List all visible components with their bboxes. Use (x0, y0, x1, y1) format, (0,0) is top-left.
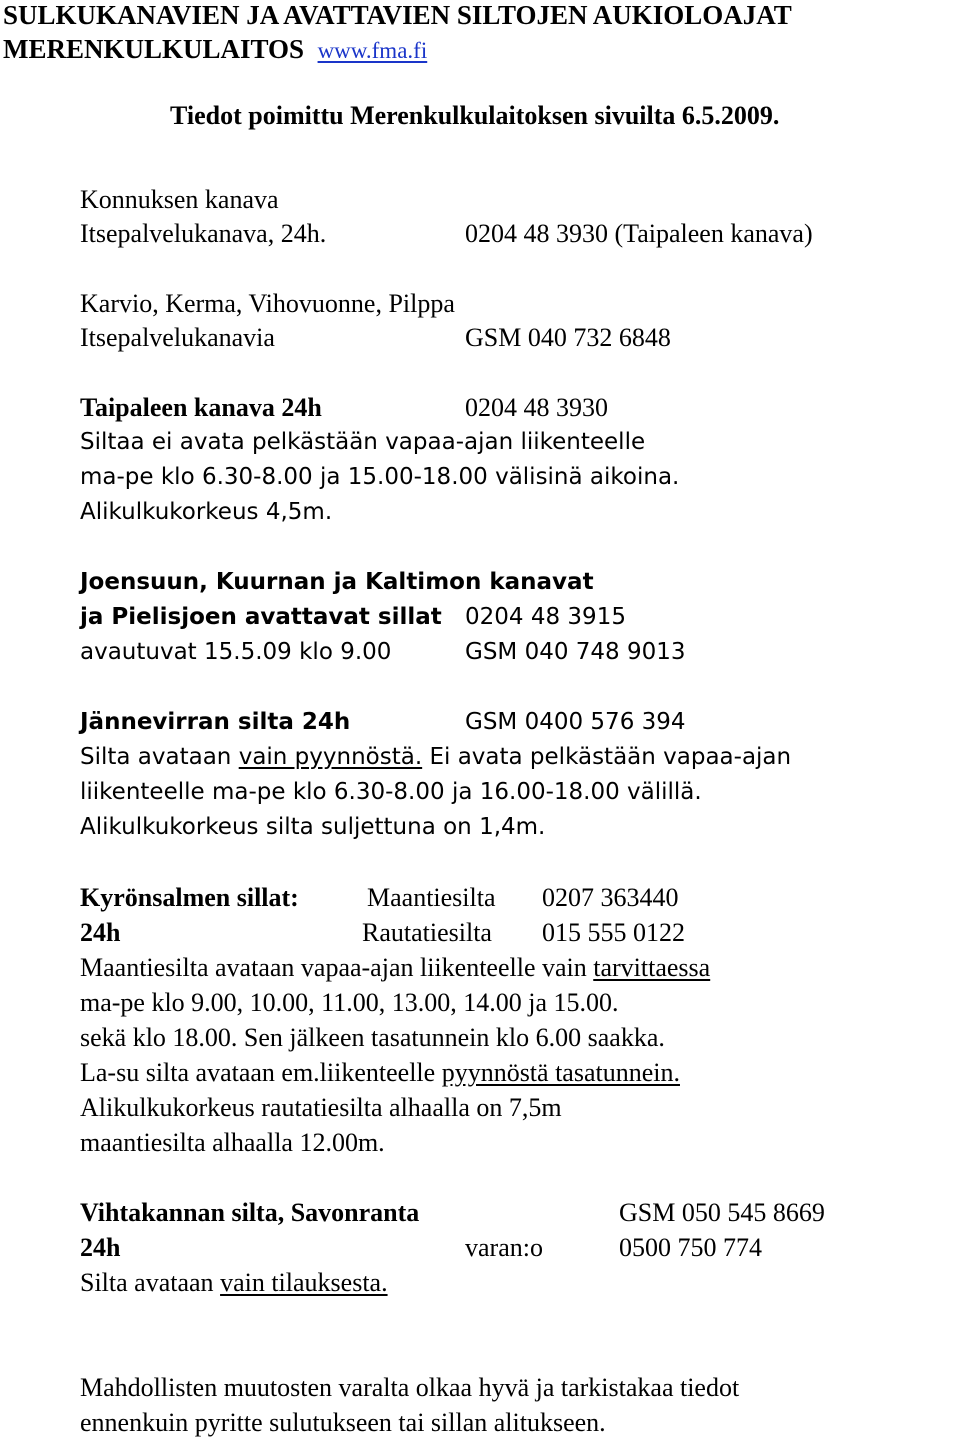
kyronsalmi-on-request-hourly: pyynnöstä tasatunnein. (441, 1058, 680, 1087)
kyronsalmi-line-1-start: Maantiesilta avataan vapaa-ajan liikenteelle vain (80, 953, 594, 982)
kyronsalmi-24h: 24h (80, 918, 121, 947)
joensuu-title-1: Joensuun, Kuurnan ja Kaltimon kanavat (80, 569, 594, 595)
vihtakanta-line-1-start: Silta avataan (80, 1268, 221, 1297)
kyronsalmi-phone-2: 015 555 0122 (542, 918, 685, 947)
jannevirta-line-1-start: Silta avataan (80, 744, 239, 770)
publisher-line (3, 36, 427, 63)
document-title: SULKUKANAVIEN JA AVATTAVIEN SILTOJEN AUKIOLOAJAT (3, 0, 792, 30)
fma-link[interactable]: www.fma.fi (317, 38, 428, 63)
kyronsalmi-line-4 (80, 1060, 680, 1086)
jannevirta-line-2: liikenteelle ma-pe klo 6.30-8.00 ja 16.00-18.00 välillä. (80, 779, 702, 805)
taipale-phone: 0204 48 3930 (465, 393, 608, 422)
kyronsalmi-line-5: Alikulkukorkeus rautatiesilta alhaalla on 7,5m (80, 1093, 562, 1122)
kyronsalmi-line-2: ma-pe klo 9.00, 10.00, 11.00, 13.00, 14.00 ja 15.00. (80, 988, 619, 1017)
vihtakanta-alt-label: varan:o (465, 1233, 543, 1262)
kyronsalmi-line-1 (80, 955, 710, 981)
jannevirta-phone: GSM 0400 576 394 (465, 709, 686, 735)
konnus-phone: 0204 48 3930 (Taipaleen kanava) (465, 219, 813, 248)
taipale-line-1: Siltaa ei avata pelkästään vapaa-ajan liikenteelle (80, 429, 646, 455)
jannevirta-line-1 (80, 746, 791, 769)
jannevirta-line-1-end: Ei avata pelkästään vapaa-ajan (422, 744, 792, 770)
kyronsalmi-line-4-start: La-su silta avataan em.liikenteelle (80, 1058, 442, 1087)
kyronsalmi-bridge-1: Maantiesilta (367, 883, 496, 912)
vihtakanta-line-1 (80, 1270, 388, 1296)
kyronsalmi-bridge-2: Rautatiesilta (362, 918, 492, 947)
vihtakanta-by-order: vain tilauksesta. (220, 1268, 388, 1297)
publisher-name: MERENKULKULAITOS (3, 34, 305, 64)
karvio-desc: Itsepalvelukanavia (80, 323, 275, 352)
jannevirta-on-request: vain pyynnöstä. (238, 744, 423, 770)
kyronsalmi-phone-1: 0207 363440 (542, 883, 679, 912)
joensuu-opens: avautuvat 15.5.09 klo 9.00 (80, 639, 392, 665)
konnus-title: Konnuksen kanava (80, 185, 279, 214)
kyronsalmi-line-3: sekä klo 18.00. Sen jälkeen tasatunnein klo 6.00 saakka. (80, 1023, 665, 1052)
kyronsalmi-title: Kyrönsalmen sillat: (80, 883, 299, 912)
joensuu-phone-1: 0204 48 3915 (465, 604, 626, 630)
kyronsalmi-line-6: maantiesilta alhaalla 12.00m. (80, 1128, 385, 1157)
karvio-title: Karvio, Kerma, Vihovuonne, Pilppa (80, 289, 455, 318)
footer-line-1: Mahdollisten muutosten varalta olkaa hyvä ja tarkistakaa tiedot (80, 1373, 740, 1402)
konnus-desc: Itsepalvelukanava, 24h. (80, 219, 327, 248)
taipale-title: Taipaleen kanava 24h (80, 393, 322, 422)
jannevirta-line-3: Alikulkukorkeus silta suljettuna on 1,4m. (80, 814, 546, 840)
source-note: Tiedot poimittu Merenkulkulaitoksen sivuilta 6.5.2009. (170, 101, 780, 130)
taipale-line-2: ma-pe klo 6.30-8.00 ja 15.00-18.00 välisinä aikoina. (80, 464, 680, 490)
karvio-phone: GSM 040 732 6848 (465, 323, 671, 352)
vihtakanta-title: Vihtakannan silta, Savonranta (80, 1198, 420, 1227)
joensuu-phone-2: GSM 040 748 9013 (465, 639, 686, 665)
footer-line-2: ennenkuin pyritte sulutukseen tai sillan alitukseen. (80, 1408, 606, 1437)
joensuu-title-2: ja Pielisjoen avattavat sillat (80, 604, 442, 630)
vihtakanta-24h: 24h (80, 1233, 121, 1262)
taipale-line-3: Alikulkukorkeus 4,5m. (80, 499, 333, 525)
vihtakanta-phone-2: 0500 750 774 (619, 1233, 762, 1262)
vihtakanta-phone-1: GSM 050 545 8669 (619, 1198, 825, 1227)
kyronsalmi-if-needed: tarvittaessa (593, 953, 711, 982)
jannevirta-title: Jännevirran silta 24h (80, 709, 351, 735)
